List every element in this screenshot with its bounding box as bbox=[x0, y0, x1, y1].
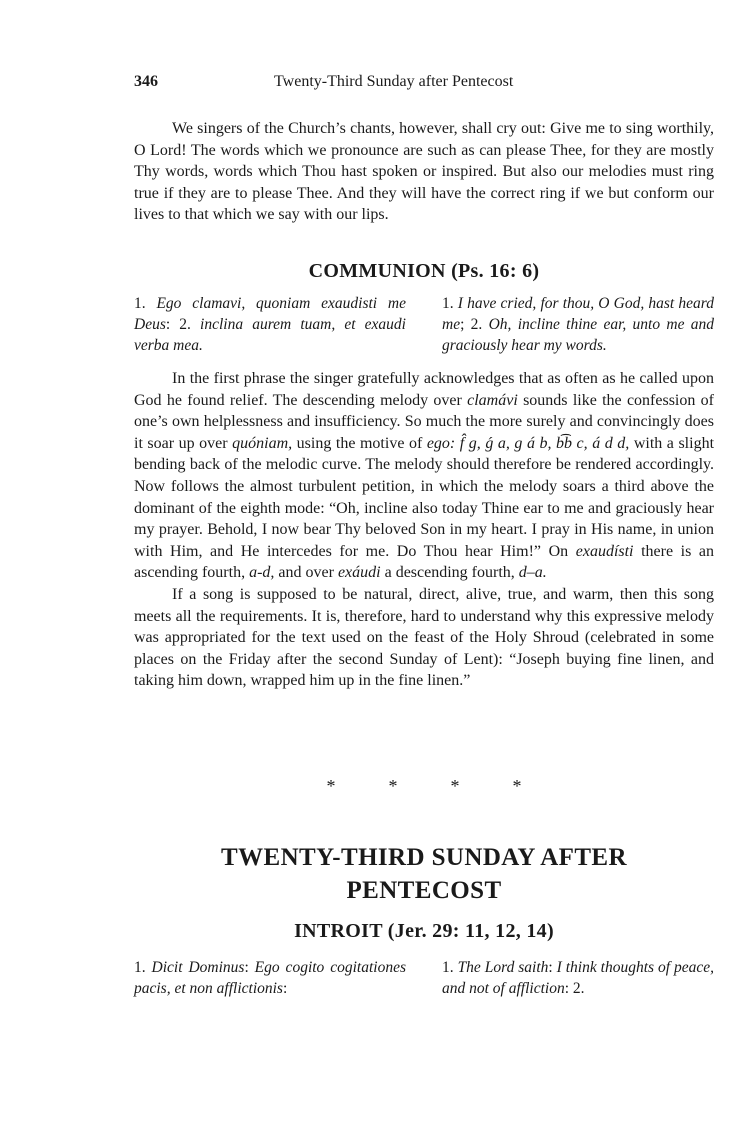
melodic-motive: ego: f̂ g, ǵ a, g á b, b͡b c, á d d, bbox=[426, 434, 630, 452]
commentary-block bbox=[134, 368, 714, 692]
commentary-text: sounds like the confession of one’s own helplessness and insufficiency. So much the more surely and convincingly does it soar up over bbox=[134, 391, 715, 452]
interval-notes: d–a. bbox=[518, 564, 547, 582]
commentary-text: and over bbox=[274, 564, 338, 582]
chant-word: exaudísti bbox=[575, 542, 634, 560]
section-title-block bbox=[134, 841, 714, 907]
intro-paragraph: We singers of the Church’s chants, however, shall cry out: Give me to sing worthily, O Lord! The words which we pronounce are such as can please Thee, for they are mostly Thy words, words which Thou hast spoken or inspired. But also our melodies must ring true if they are to please Thee. And they will have the correct ring if we but conform our lives to that which we say with our lips. bbox=[134, 120, 714, 224]
section-title-line-1: TWENTY-THIRD SUNDAY AFTER bbox=[221, 844, 627, 871]
verse-number: 2. bbox=[470, 316, 483, 333]
chant-word: exáudi bbox=[337, 564, 381, 582]
commentary-text: using the motive of bbox=[292, 434, 427, 452]
commentary-paragraph-2: If a song is supposed to be natural, direct, alive, true, and warm, then this song meets all the requirements. It is, therefore, hard to understand why this expressive melody was appropriated for the text used on the feast of the Holy Shroud (celebrated in some places on the Friday after the second Sunday of Lent): “Joseph buying fine linen, and taking him down, wrapped him up in the fine linen.” bbox=[134, 585, 714, 690]
commentary-paragraph-1 bbox=[134, 368, 714, 584]
latin-verse-rest: Ego cogito cogitationes pacis, et non afflictionis bbox=[134, 959, 406, 997]
section-title-line-2: PENTECOST bbox=[346, 877, 502, 904]
latin-verse: Dicit Dominus bbox=[151, 959, 245, 976]
separator-star: * bbox=[512, 776, 522, 796]
introit-english bbox=[442, 957, 714, 999]
communion-section bbox=[134, 260, 714, 283]
separator-star: * bbox=[450, 776, 460, 796]
latin-verse-2: inclina aurem tuam, et exaudi verba mea. bbox=[134, 316, 406, 354]
separator-star: * bbox=[326, 776, 336, 796]
intro-paragraph-block bbox=[134, 118, 714, 226]
chant-word: clamávi bbox=[467, 391, 518, 409]
english-verse: The Lord saith bbox=[457, 959, 549, 976]
verse-number: 1. bbox=[134, 295, 146, 312]
commentary-text: with a slight bending back of the melodic curve. The melody should therefore be rendered accordingly. Now follows the almost turbulent petition, in which the melody soars a third above the dominant of the eighth mode: “Oh, incline also today Thine ear to me and graciously hear my prayer. Behold, I now bear Thy beloved Son in my heart. I pray in His name, in union with Him, and He intercedes for me. Do Thou hear Him!” On bbox=[134, 434, 715, 560]
verse-separator: : bbox=[282, 980, 288, 997]
verse-separator: : 2. bbox=[564, 980, 585, 997]
english-verse-2: Oh, incline thine ear, unto me and graciously hear my words. bbox=[442, 316, 714, 354]
introit-text-columns bbox=[134, 957, 714, 999]
commentary-text: there is an ascending fourth, bbox=[134, 542, 715, 582]
chant-word: quóniam, bbox=[232, 434, 293, 452]
verse-separator: : bbox=[548, 959, 557, 976]
latin-verse-1: Ego clamavi, quoniam exaudisti me Deus bbox=[134, 295, 406, 333]
page-number: 346 bbox=[134, 73, 158, 90]
section-separator bbox=[134, 776, 714, 797]
verse-separator: : bbox=[165, 316, 180, 333]
verse-number: 2. bbox=[179, 316, 191, 333]
verse-separator: ; bbox=[460, 316, 471, 333]
commentary-text: In the first phrase the singer gratefully acknowledges that as often as he called upon God he found relief. The descending melody over bbox=[134, 370, 714, 409]
verse-separator: : bbox=[244, 959, 255, 976]
communion-text-columns bbox=[134, 293, 714, 356]
commentary-text: a descending fourth, bbox=[380, 564, 519, 582]
separator-star: * bbox=[388, 776, 398, 796]
introit-heading: INTROIT (Jer. 29: 11, 12, 14) bbox=[294, 920, 554, 942]
running-title: Twenty-Third Sunday after Pentecost bbox=[274, 73, 514, 90]
communion-latin bbox=[134, 293, 406, 356]
introit-section bbox=[134, 920, 714, 943]
verse-number: 1. bbox=[442, 295, 454, 312]
communion-english bbox=[442, 293, 714, 356]
running-head bbox=[134, 73, 714, 95]
introit-latin bbox=[134, 957, 406, 999]
communion-heading: COMMUNION (Ps. 16: 6) bbox=[308, 260, 540, 282]
english-verse-1: I have cried, for thou, O God, hast heard me bbox=[442, 295, 714, 333]
interval-notes: a-d, bbox=[249, 564, 275, 582]
english-verse-rest: I think thoughts of peace, and not of affliction bbox=[442, 959, 715, 997]
verse-number: 1. bbox=[134, 959, 146, 976]
verse-number: 1. bbox=[442, 959, 454, 976]
